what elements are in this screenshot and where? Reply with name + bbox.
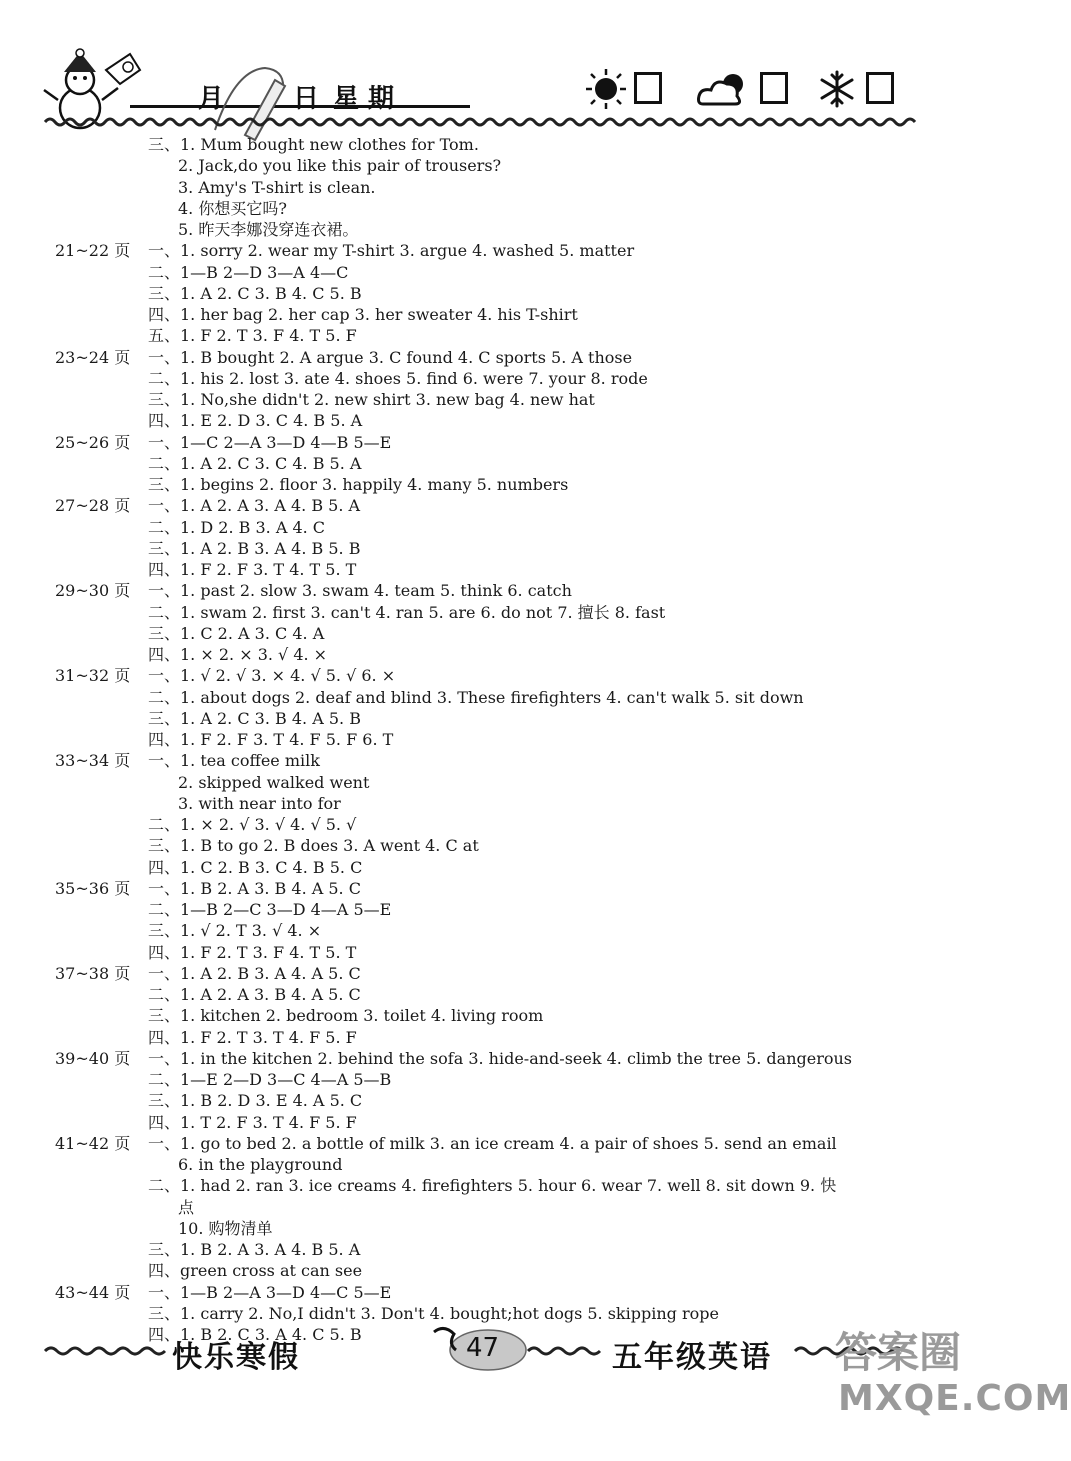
answer-row [0,942,1000,963]
answer-row [0,495,1000,516]
page-range-label: 31~32 页 [55,666,131,686]
answer-row [0,155,1000,176]
page-range-label: 27~28 页 [55,496,131,516]
answer-text: 二、1. swam 2. first 3. can't 4. ran 5. are 6. do not 7. 擅长 8. fast [148,602,666,622]
answer-text: 二、1. × 2. √ 3. √ 4. √ 5. √ [148,815,357,834]
answer-text: 三、1. B 2. D 3. E 4. A 5. C [148,1091,363,1111]
page-range-label: 25~26 页 [55,432,131,452]
answer-text: 一、1—B 2—A 3—D 4—C 5—E [148,1282,392,1302]
answer-text: 一、1. go to bed 2. a bottle of milk 3. an ice cream 4. a pair of shoes 5. send an email [148,1133,837,1153]
answer-row [0,1154,1000,1175]
answer-row [0,517,1000,538]
answer-text: 三、1. Mum bought new clothes for Tom. [148,135,479,154]
header-wave-divider [45,114,915,130]
answer-text: 二、1. A 2. A 3. B 4. A 5. C [148,985,361,1004]
answer-text: 二、1—B 2—C 3—D 4—A 5—E [148,900,392,919]
answer-row [0,750,1000,771]
page-footer [0,1320,1071,1461]
answer-text: 三、1. No,she didn't 2. new shirt 3. new bag 4. new hat [148,390,595,409]
answer-row [0,432,1000,453]
answer-text: 一、1. in the kitchen 2. behind the sofa 3. hide-and-seek 4. climb the tree 5. dangerous [148,1048,853,1068]
answer-row [0,453,1000,474]
answer-row [0,177,1000,198]
answer-text: 四、1. her bag 2. her cap 3. her sweater 4. his T-shirt [148,305,578,324]
answer-text: 一、1. tea coffee milk [148,751,320,771]
answer-text: 四、1. F 2. T 3. T 4. F 5. F [148,1027,357,1047]
answer-text: 三、1. C 2. A 3. C 4. A [148,623,325,643]
answer-row [0,283,1000,304]
answer-row [0,857,1000,878]
answer-text: 三、1. A 2. B 3. A 4. B 5. B [148,538,361,558]
watermark-logo: 答案圈 [835,1328,962,1377]
answer-text: 五、1. F 2. T 3. F 4. T 5. F [148,326,357,346]
answer-text: 二、1—E 2—D 3—C 4—A 5—B [148,1070,392,1089]
answer-text: 一、1. past 2. slow 3. swam 4. team 5. think 6. catch [148,581,572,601]
answer-text: 三、1. B to go 2. B does 3. A went 4. C at [148,836,479,856]
answer-text: 四、1. B 2. C 3. A 4. C 5. B [148,1325,362,1344]
answer-row [0,304,1000,325]
answer-row [0,1175,1000,1196]
answer-row [0,368,1000,389]
footer-right-title: 五年级英语 [612,1340,772,1375]
answer-text: 三、1. B 2. A 3. A 4. B 5. A [148,1240,361,1259]
answer-row [0,240,1000,261]
answer-row [0,580,1000,601]
answer-row [0,687,1000,708]
answer-text: 一、1. √ 2. √ 3. × 4. √ 5. √ 6. × [148,666,396,686]
answer-row [0,814,1000,835]
answer-row [0,198,1000,219]
answer-row [0,1027,1000,1048]
answer-text: 二、1. D 2. B 3. A 4. C [148,517,326,537]
answer-text: 二、1. had 2. ran 3. ice creams 4. firefighters 5. hour 6. wear 7. well 8. sit down 9. 快 [148,1176,837,1196]
answer-row [0,899,1000,920]
page-range-label: 23~24 页 [55,347,131,367]
answer-row [0,1197,1000,1218]
cloud-icon [695,70,750,110]
answer-text: 三、1. A 2. C 3. B 4. C 5. B [148,283,362,303]
answer-row [0,963,1000,984]
answer-row [0,878,1000,899]
answer-row [0,410,1000,431]
answer-text: 四、1. E 2. D 3. C 4. B 5. A [148,411,363,431]
page-range-label: 35~36 页 [55,878,131,898]
answer-row [0,1239,1000,1260]
answer-row [0,602,1000,623]
answer-row [0,325,1000,346]
answer-text: 四、1. × 2. × 3. √ 4. × [148,645,328,664]
answer-text: 10. 购物清单 [178,1218,273,1238]
answer-text: 二、1. his 2. lost 3. ate 4. shoes 5. find 6. were 7. your 8. rode [148,368,648,388]
answer-text: 二、1. about dogs 2. deaf and blind 3. These firefighters 4. can't walk 5. sit down [148,687,804,707]
answer-text: 二、1—B 2—D 3—A 4—C [148,262,349,282]
answer-text: 三、1. kitchen 2. bedroom 3. toilet 4. living room [148,1006,544,1026]
answer-row [0,1048,1000,1069]
answer-list [0,134,1000,1345]
page-range-label: 33~34 页 [55,751,131,771]
answer-text: 一、1. B 2. A 3. B 4. A 5. C [148,878,361,898]
answer-text: 4. 你想买它吗? [178,198,287,218]
answer-row [0,538,1000,559]
sunny-checkbox[interactable] [634,72,662,104]
cloudy-checkbox[interactable] [760,72,788,104]
answer-row [0,984,1000,1005]
answer-text: 3. with near into for [178,793,341,813]
page-header [0,0,1000,135]
snowflake-icon [818,70,856,108]
answer-text: 一、1. A 2. A 3. A 4. B 5. A [148,496,361,516]
page-range-label: 39~40 页 [55,1048,131,1068]
answer-row [0,559,1000,580]
page-range-label: 41~42 页 [55,1133,131,1153]
answer-text: 2. skipped walked went [178,772,370,792]
answer-text: 四、green cross at can see [148,1261,363,1281]
answer-text: 四、1. F 2. F 3. T 4. F 5. F 6. T [148,730,394,749]
sun-icon [585,68,627,110]
answer-text: 三、1. A 2. C 3. B 4. A 5. B [148,708,361,728]
answer-text: 三、1. √ 2. T 3. √ 4. × [148,921,322,941]
answer-row [0,474,1000,495]
answer-row [0,1218,1000,1239]
answer-row [0,665,1000,686]
answer-text: 6. in the playground [178,1155,343,1174]
answer-text: 2. Jack,do you like this pair of trousers? [178,156,502,176]
page-number: 47 [466,1333,500,1363]
footer-mid-wave [528,1344,603,1358]
answer-text: 一、1. A 2. B 3. A 4. A 5. C [148,963,361,983]
answer-row [0,1112,1000,1133]
answer-text: 三、1. begins 2. floor 3. happily 4. many 5. numbers [148,475,569,494]
answer-text: 二、1. A 2. C 3. C 4. B 5. A [148,453,362,473]
day-label: 日 [293,84,320,114]
answer-row [0,1260,1000,1281]
answer-row [0,1069,1000,1090]
answer-row [0,389,1000,410]
answer-row [0,772,1000,793]
snowy-checkbox[interactable] [866,72,894,104]
answer-text: 四、1. F 2. T 3. F 4. T 5. T [148,942,357,962]
answer-text: 一、1—C 2—A 3—D 4—B 5—E [148,432,392,452]
answer-row [0,623,1000,644]
page-range-label: 43~44 页 [55,1282,131,1302]
answer-row [0,1133,1000,1154]
answer-text: 一、1. B bought 2. A argue 3. C found 4. C sports 5. A those [148,347,633,367]
answer-row [0,134,1000,155]
watermark-url: MXQE.COM [838,1378,1071,1419]
answer-row [0,793,1000,814]
answer-row [0,262,1000,283]
answer-row [0,347,1000,368]
answer-row [0,1282,1000,1303]
month-label: 月 [198,84,225,114]
answer-text: 3. Amy's T-shirt is clean. [178,177,376,197]
answer-row [0,1090,1000,1111]
answer-row [0,644,1000,665]
page-range-label: 21~22 页 [55,241,131,261]
footer-left-title: 快乐寒假 [172,1340,300,1375]
answer-text: 四、1. F 2. F 3. T 4. T 5. T [148,560,357,579]
answer-text: 四、1. T 2. F 3. T 4. F 5. F [148,1112,357,1132]
weekday-label: 星 期 [333,84,395,114]
footer-left-wave [45,1344,160,1358]
answer-text: 四、1. C 2. B 3. C 4. B 5. C [148,857,363,877]
answer-row [0,219,1000,240]
answer-text: 三、1. carry 2. No,I didn't 3. Don't 4. bought;hot dogs 5. skipping rope [148,1303,719,1323]
answer-row [0,708,1000,729]
answer-row [0,920,1000,941]
answer-row [0,729,1000,750]
answer-row [0,1005,1000,1026]
page-range-label: 29~30 页 [55,581,131,601]
answer-text: 点 [178,1197,195,1217]
page-range-label: 37~38 页 [55,963,131,983]
answer-row [0,835,1000,856]
answer-text: 一、1. sorry 2. wear my T-shirt 3. argue 4. washed 5. matter [148,241,635,261]
answer-text: 5. 昨天李娜没穿连衣裙。 [178,220,359,239]
